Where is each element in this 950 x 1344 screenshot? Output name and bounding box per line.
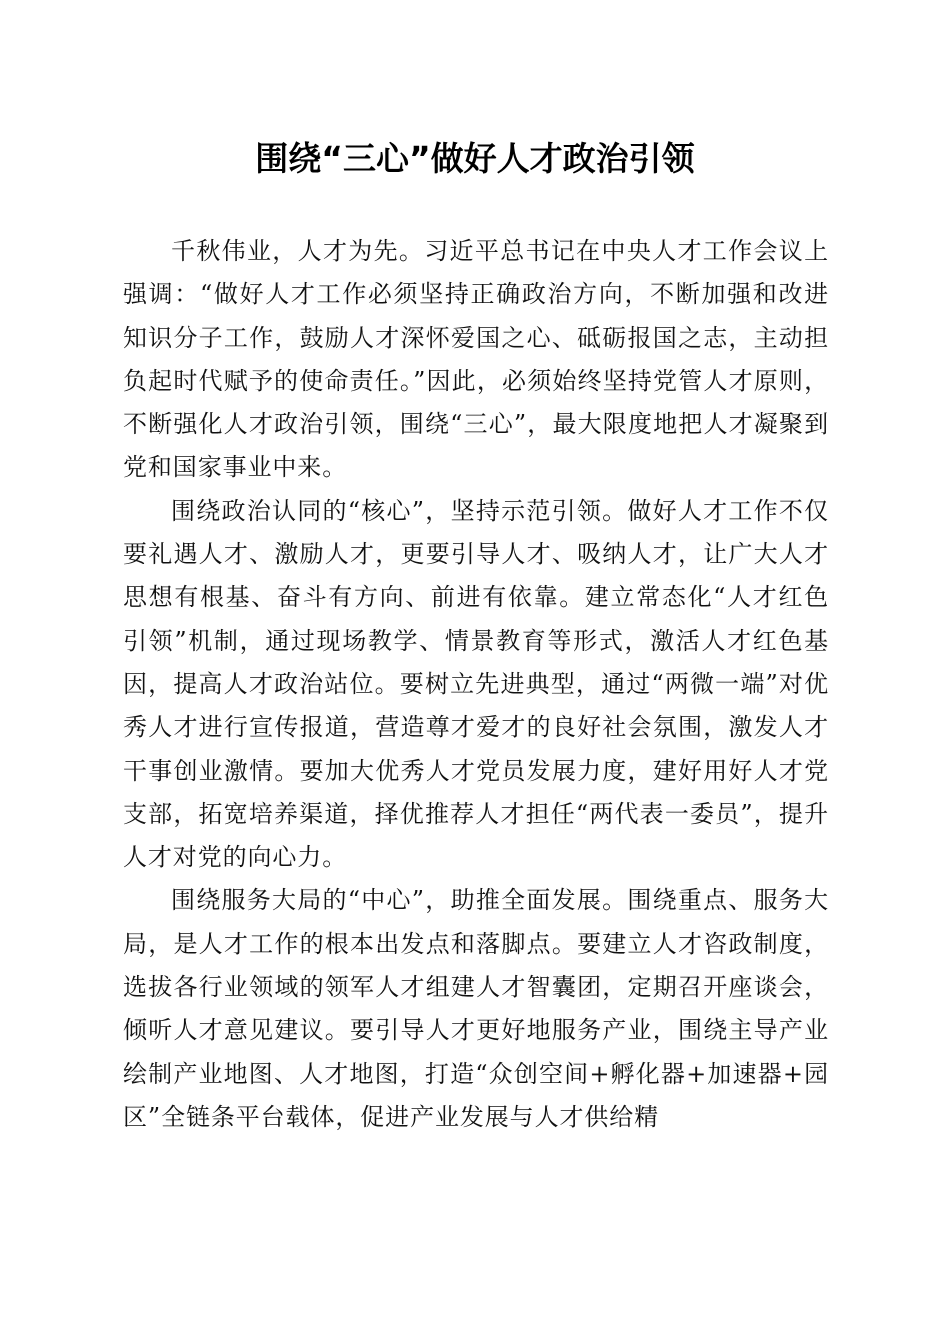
- paragraph-intro: 千秋伟业，人才为先。习近平总书记在中央人才工作会议上强调：“做好人才工作必须坚持正确政治方向，不断加强和改进知识分子工作，鼓励人才深怀爱国之心、砥砺报国之志，主动担负起时代赋予的使命责任。”因此，必须始终坚持党管人才原则，不断强化人才政治引领，围绕“三心”，最大限度地把人才凝聚到党和国家事业中来。: [123, 237, 829, 482]
- paragraph-core: 围绕政治认同的“核心”，坚持示范引领。做好人才工作不仅要礼遇人才、激励人才，更要引导人才、吸纳人才，让广大人才思想有根基、奋斗有方向、前进有依靠。建立常态化“人才红色引领”机制，通过现场教学、情景教育等形式，激活人才红色基因，提高人才政治站位。要树立先进典型，通过“两微一端”对优秀人才进行宣传报道，营造尊才爱才的良好社会氛围，激发人才干事创业激情。要加大优秀人才党员发展力度，建好用好人才党支部，拓宽培养渠道，择优推荐人才担任“两代表一委员”，提升人才对党的向心力。: [123, 496, 829, 872]
- paragraph-center: 围绕服务大局的“中心”，助推全面发展。围绕重点、服务大局，是人才工作的根本出发点和落脚点。要建立人才咨政制度，选拔各行业领域的领军人才组建人才智囊团，定期召开座谈会，倾听人才意见建议。要引导人才更好地服务产业，围绕主导产业绘制产业地图、人才地图，打造“众创空间+孵化器+加速器+园区”全链条平台载体，促进产业发展与人才供给精: [123, 886, 829, 1131]
- document-title: 围绕“三心”做好人才政治引领: [255, 139, 695, 178]
- document-body: [123, 230, 829, 1139]
